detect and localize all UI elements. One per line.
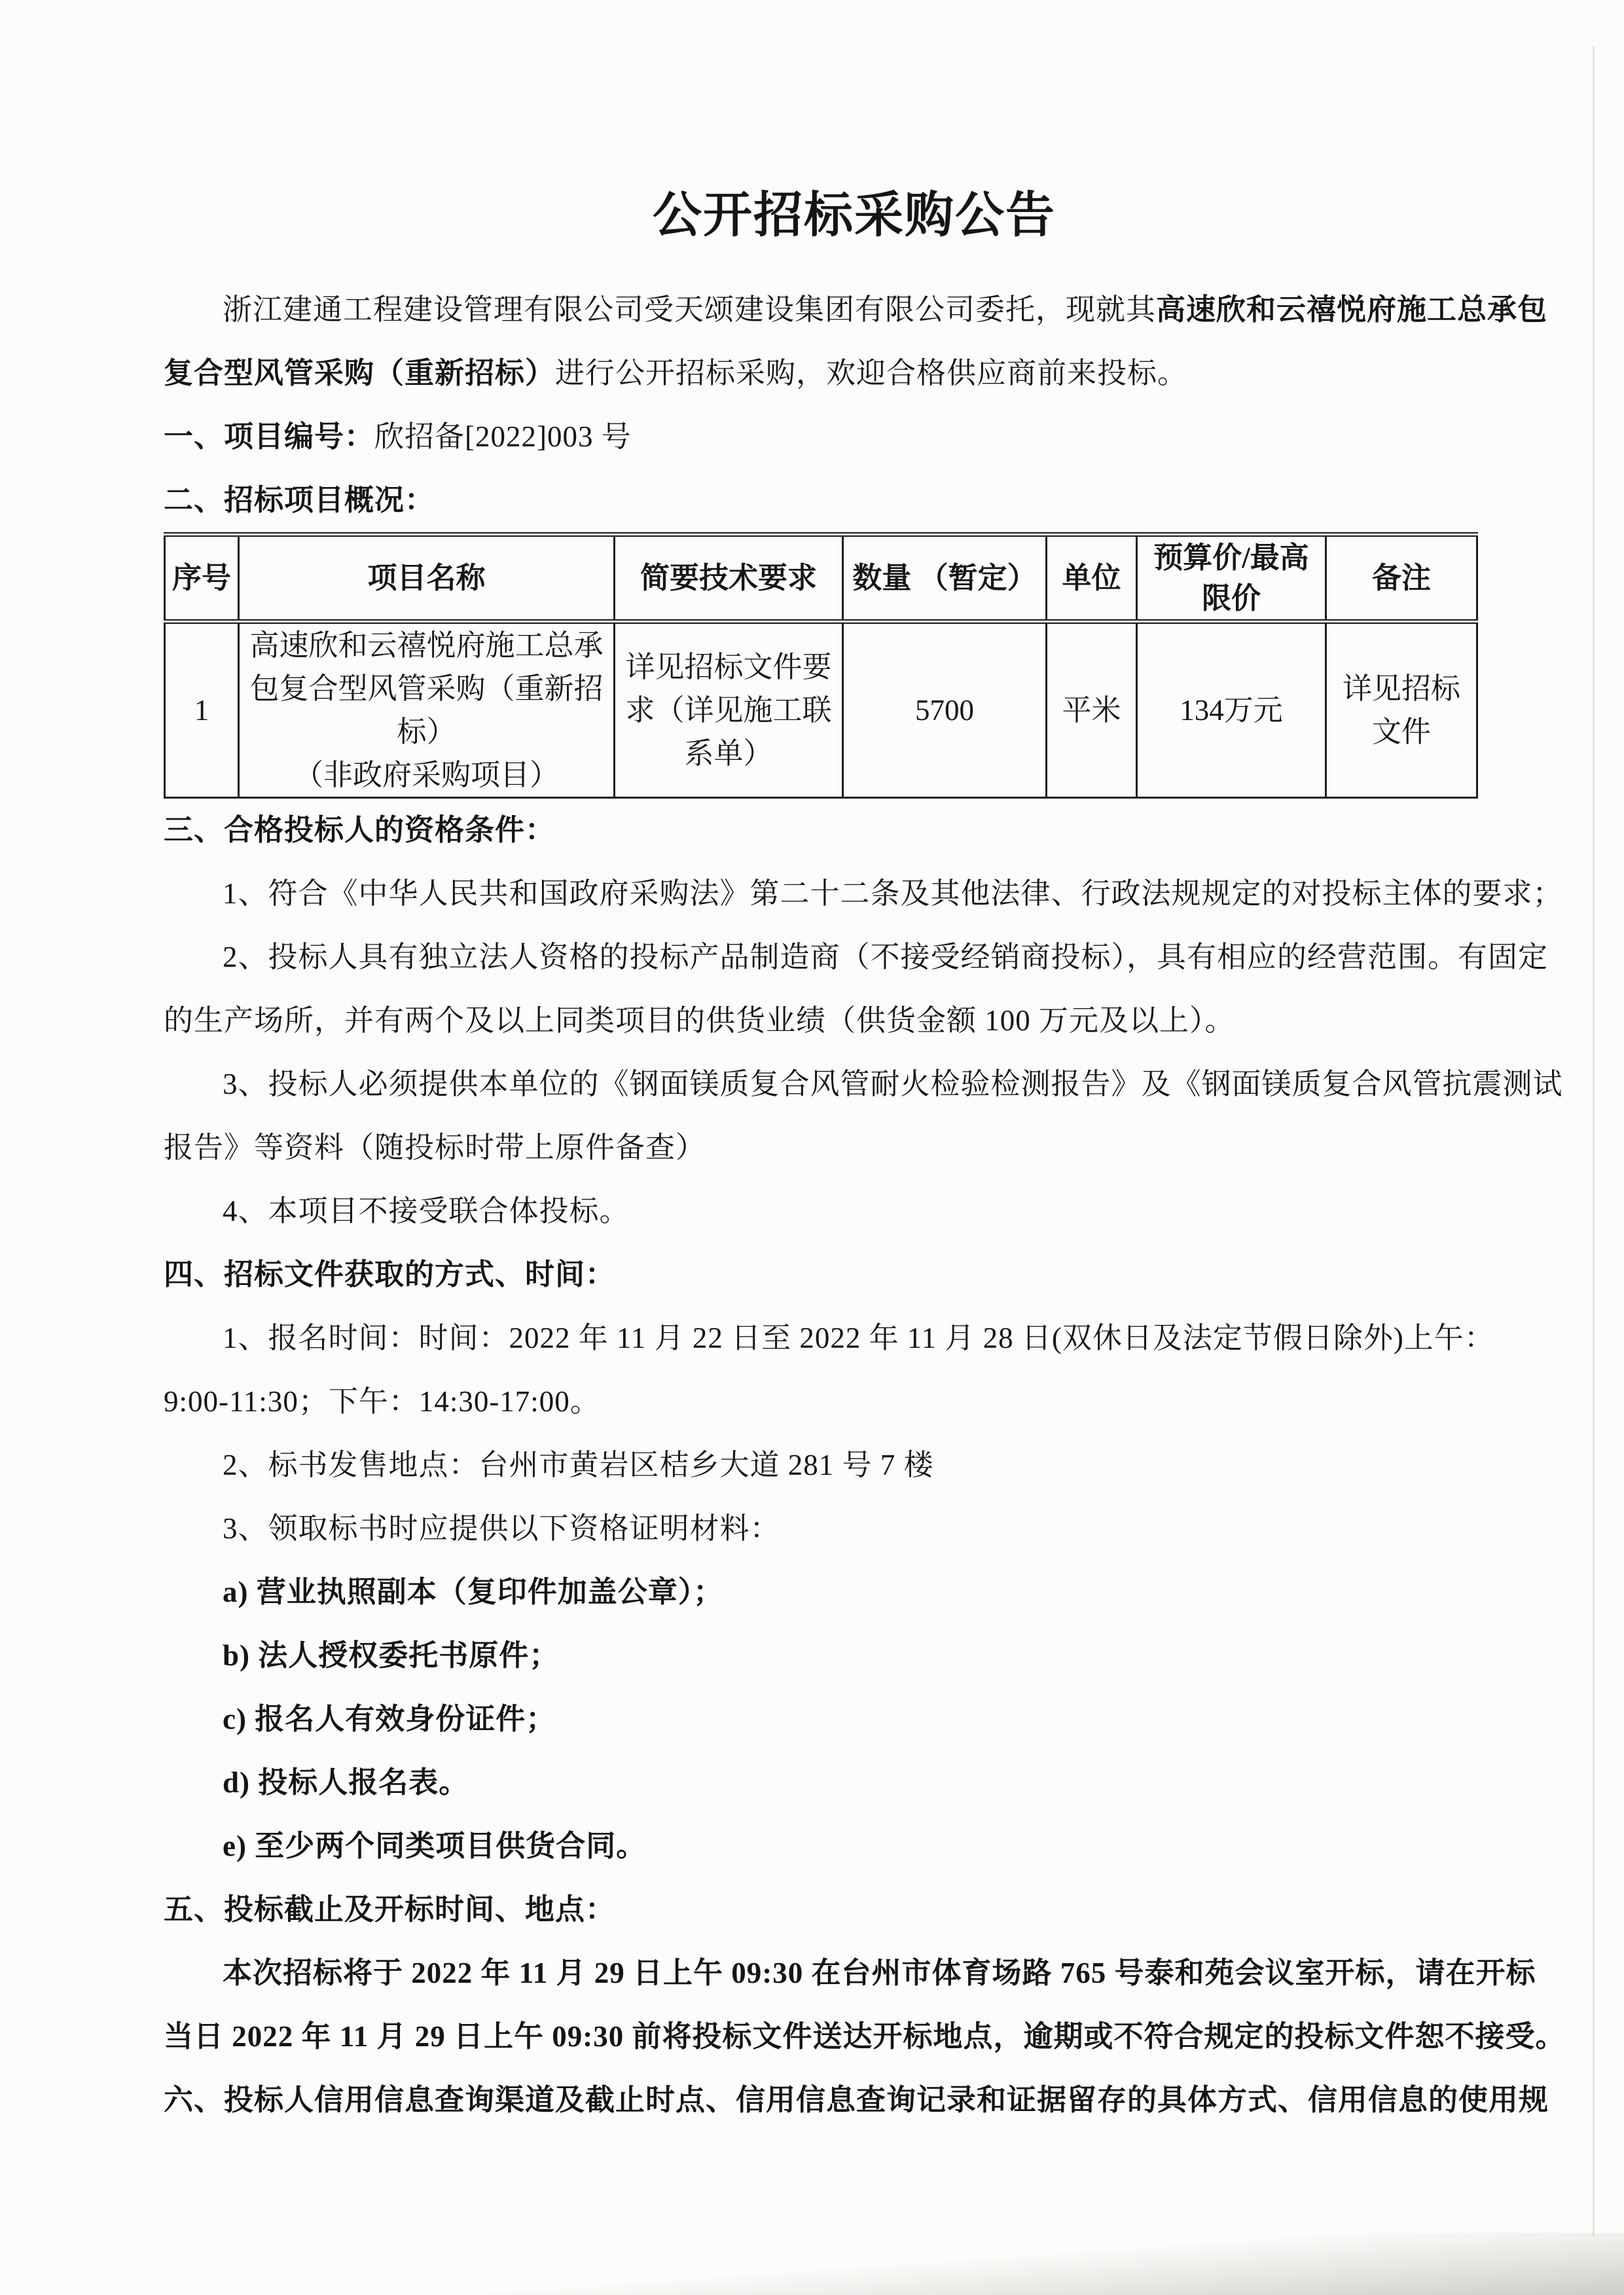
- cell-project-name: [239, 622, 615, 798]
- qualification-item-2-line-2: 的生产场所，并有两个及以上同类项目的供货业绩（供货金额 100 万元及以上）。: [164, 1004, 1235, 1037]
- intro-line-2-bold: 复合型风管采购（重新招标）: [164, 357, 556, 389]
- intro-line-2: [164, 342, 1545, 405]
- cell-remarks: 详见招标文件: [1326, 622, 1477, 798]
- col-header-unit: 单位: [1047, 535, 1137, 622]
- material-item-a: a) 营业执照副本（复印件加盖公章）；: [223, 1576, 724, 1608]
- qualification-item-3-line-2: 报告》等资料（随投标时带上原件备查）: [164, 1131, 706, 1164]
- qualification-item-4: 4、本项目不接受联合体投标。: [223, 1195, 630, 1227]
- intro-line-1: [164, 278, 1548, 342]
- acquisition-item-2: 2、标书发售地点：台州市黄岩区桔乡大道 281 号 7 楼: [223, 1449, 934, 1481]
- col-header-quantity: 数量 （暂定）: [843, 535, 1047, 622]
- col-header-seq: 序号: [165, 535, 239, 622]
- intro-line-2-regular: 进行公开招标采购，欢迎合格供应商前来投标。: [555, 357, 1188, 389]
- scan-edge-line: [1593, 46, 1595, 2236]
- qualification-item-2-line-1: 2、投标人具有独立法人资格的投标产品制造商（不接受经销商投标），具有相应的经营范围。有固定: [223, 941, 1549, 973]
- material-item-d: d) 投标人报名表。: [223, 1766, 469, 1799]
- section-2-heading: 二、招标项目概况：: [164, 484, 435, 516]
- qualification-item-1: 1、符合《中华人民共和国政府采购法》第二十二条及其他法律、行政法规规定的对投标主体的要求；: [223, 877, 1563, 910]
- col-header-remarks: 备注: [1326, 535, 1477, 622]
- section-3-heading: 三、合格投标人的资格条件：: [164, 814, 556, 846]
- section-5-heading: 五、投标截止及开标时间、地点：: [164, 1893, 616, 1926]
- material-item-b: b) 法人授权委托书原件；: [223, 1639, 560, 1672]
- cell-project-name-main: 高速欣和云禧悦府施工总承包复合型风管采购（重新招标）: [249, 629, 604, 748]
- document-content: [164, 0, 1566, 2132]
- qualification-item-3-line-1: 3、投标人必须提供本单位的《钢面镁质复合风管耐火检验检测报告》及《钢面镁质复合风管抗震测试: [223, 1068, 1563, 1100]
- intro-line-1-bold: 高速欣和云禧悦府施工总承包: [1156, 293, 1548, 326]
- project-number-label: 一、项目编号：: [164, 420, 375, 453]
- bid-opening-line-1: 本次招标将于 2022 年 11 月 29 日上午 09:30 在台州市体育场路 765 号泰和苑会议室开标，请在开标: [223, 1957, 1536, 1989]
- acquisition-item-3: 3、领取标书时应提供以下资格证明材料：: [223, 1512, 780, 1545]
- col-header-budget-price: 预算价/最高限价: [1137, 535, 1326, 622]
- tender-overview-table: [164, 532, 1478, 799]
- cell-project-name-sub: （非政府采购项目）: [293, 759, 559, 791]
- acquisition-item-1-line-1: 1、报名时间：时间：2022 年 11 月 22 日至 2022 年 11 月 28 日(双休日及法定节假日除外)上午：: [223, 1322, 1494, 1354]
- acquisition-item-1-line-2: 9:00-11:30；下午：14:30-17:00。: [164, 1385, 600, 1418]
- cell-unit: 平米: [1047, 622, 1137, 798]
- cell-tech-requirements: 详见招标文件要求（详见施工联系单）: [615, 622, 843, 798]
- section-1-heading: [164, 405, 1545, 469]
- cell-quantity: 5700: [843, 622, 1047, 798]
- col-header-project-name: 项目名称: [239, 535, 615, 622]
- bid-opening-line-2: 当日 2022 年 11 月 29 日上午 09:30 前将投标文件送达开标地点，逾期或不符合规定的投标文件恕不接受。: [164, 2020, 1566, 2053]
- section-6-heading: 六、投标人信用信息查询渠道及截止时点、信用信息查询记录和证据留存的具体方式、信用信息的使用规: [164, 2084, 1549, 2116]
- cell-seq: 1: [165, 622, 239, 798]
- material-item-e: e) 至少两个同类项目供货合同。: [223, 1830, 647, 1862]
- col-header-tech-requirements: 简要技术要求: [615, 535, 843, 622]
- cell-budget-price: 134万元: [1137, 622, 1326, 798]
- doc-title: 公开招标采购公告: [652, 189, 1056, 243]
- section-4-heading: 四、招标文件获取的方式、时间：: [164, 1258, 616, 1291]
- project-number-value: 欣招备[2022]003 号: [374, 420, 632, 453]
- table-data-row: [165, 622, 1477, 798]
- intro-line-1-regular: 浙江建通工程建设管理有限公司受天颂建设集团有限公司委托，现就其: [223, 293, 1157, 326]
- scan-bottom-shadow: [0, 2233, 1624, 2295]
- table-header-row: [165, 535, 1477, 622]
- material-item-c: c) 报名人有效身份证件；: [223, 1703, 556, 1735]
